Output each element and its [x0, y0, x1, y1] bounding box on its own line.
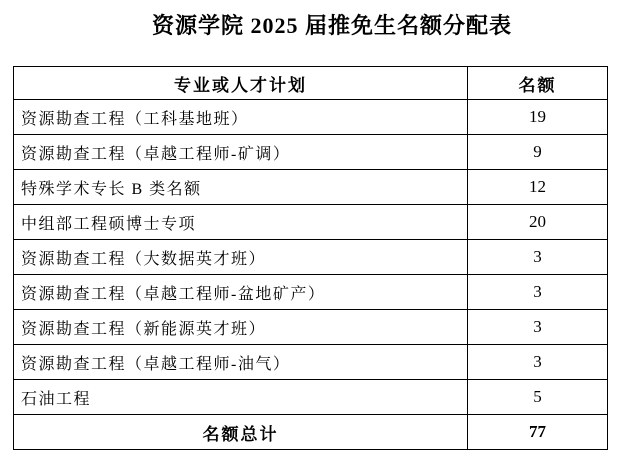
- table-row: [14, 100, 608, 135]
- program-cell: 资源勘查工程（工科基地班）: [14, 100, 468, 135]
- quota-cell: 12: [468, 170, 608, 205]
- program-cell: 资源勘查工程（大数据英才班）: [14, 240, 468, 275]
- table-row: [14, 205, 608, 240]
- quota-cell: 3: [468, 345, 608, 380]
- program-cell: 资源勘查工程（卓越工程师-油气）: [14, 345, 468, 380]
- total-row: [14, 415, 608, 450]
- table-row: [14, 345, 608, 380]
- total-label: 名额总计: [14, 415, 468, 450]
- program-cell: 石油工程: [14, 380, 468, 415]
- header-row: [14, 67, 608, 100]
- quota-cell: 19: [468, 100, 608, 135]
- quota-cell: 5: [468, 380, 608, 415]
- program-cell: 资源勘查工程（卓越工程师-盆地矿产）: [14, 275, 468, 310]
- table-row: [14, 380, 608, 415]
- header-quota: 名额: [468, 67, 608, 100]
- table-row: [14, 310, 608, 345]
- total-value: 77: [468, 415, 608, 450]
- table-row: [14, 170, 608, 205]
- table-row: [14, 135, 608, 170]
- quota-cell: 20: [468, 205, 608, 240]
- header-program: 专业或人才计划: [14, 67, 468, 100]
- program-cell: 资源勘查工程（卓越工程师-矿调）: [14, 135, 468, 170]
- quota-cell: 9: [468, 135, 608, 170]
- program-cell: 中组部工程硕博士专项: [14, 205, 468, 240]
- program-cell: 资源勘查工程（新能源英才班）: [14, 310, 468, 345]
- page-title: 资源学院 2025 届推免生名额分配表: [151, 13, 512, 38]
- table-row: [14, 275, 608, 310]
- table-row: [14, 240, 608, 275]
- quota-cell: 3: [468, 275, 608, 310]
- program-cell: 特殊学术专长 B 类名额: [14, 170, 468, 205]
- quota-cell: 3: [468, 240, 608, 275]
- quota-table: [13, 66, 608, 450]
- table-body: [14, 100, 608, 415]
- quota-cell: 3: [468, 310, 608, 345]
